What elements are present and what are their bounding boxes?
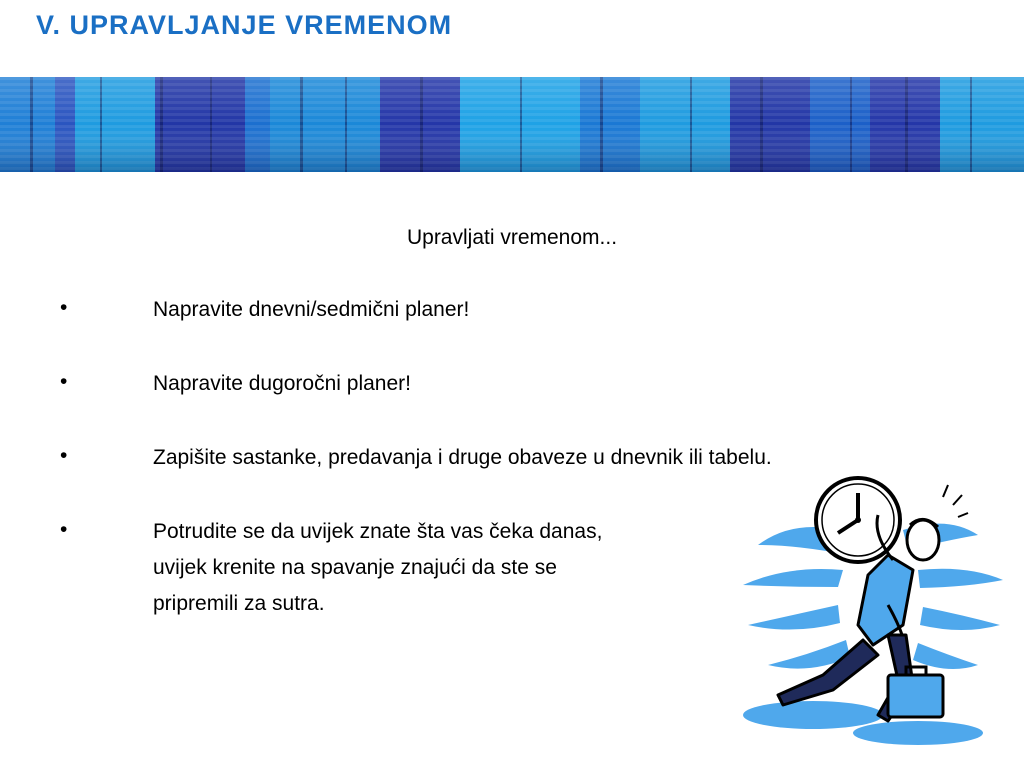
man-carrying-clock-illustration bbox=[738, 475, 1008, 750]
slide-title: V. UPRAVLJANJE VREMENOM bbox=[36, 10, 453, 40]
header-banner bbox=[0, 77, 1024, 172]
bullet-item-3 bbox=[153, 440, 772, 476]
bullet-item-1 bbox=[153, 292, 469, 328]
bullet-item-line: Zapišite sastanke, predavanja i druge obaveze u dnevnik ili tabelu. bbox=[153, 446, 772, 469]
bullet-marker: • bbox=[60, 296, 68, 319]
bullet-marker: • bbox=[60, 518, 68, 541]
slide-subtitle: Upravljati vremenom... bbox=[406, 226, 618, 249]
bullet-item-2 bbox=[153, 366, 411, 402]
bullet-item-line: uvijek krenite na spavanje znajući da ste se bbox=[153, 556, 557, 579]
bullet-item-line: Potrudite se da uvijek znate šta vas čeka danas, bbox=[153, 520, 603, 543]
bullet-item-line: pripremili za sutra. bbox=[153, 592, 325, 615]
bullet-marker: • bbox=[60, 444, 68, 467]
bullet-item-line: Napravite dugoročni planer! bbox=[153, 372, 411, 395]
briefcase-icon bbox=[888, 667, 943, 717]
clock-icon bbox=[816, 478, 900, 562]
bullet-marker: • bbox=[60, 370, 68, 393]
bullet-item-4 bbox=[153, 514, 602, 622]
bullet-item-line: Napravite dnevni/sedmični planer! bbox=[153, 298, 470, 321]
clock-man-graphic bbox=[738, 475, 1008, 750]
banner-graphic bbox=[0, 77, 1024, 172]
